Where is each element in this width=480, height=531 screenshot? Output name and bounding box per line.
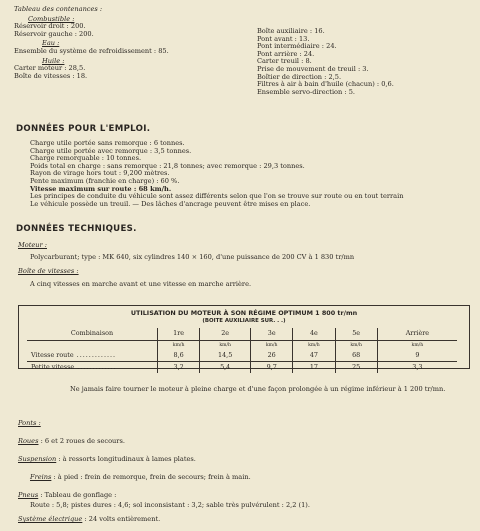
fuel-heading: Combustible : bbox=[28, 14, 75, 23]
gearbox-text: A cinq vitesses en marche avant et une vitesse en marche arrière. bbox=[30, 280, 252, 288]
table-unit-blank bbox=[27, 341, 158, 351]
tyres-text: : Tableau de gonflage : bbox=[40, 491, 117, 499]
fuel-line: Réservoir droit : 200. bbox=[14, 22, 86, 31]
table-cell: 8,6 bbox=[158, 350, 200, 362]
capacities-title: Tableau des contenances : bbox=[14, 5, 103, 13]
usage-line: Poids total en charge : sans remorque : 21,8 tonnes; avec remorque : 29,3 tonnes. bbox=[30, 161, 305, 170]
usage-grid bbox=[27, 328, 457, 373]
table-unit: km/h bbox=[158, 341, 200, 351]
table-cell: 9 bbox=[377, 350, 457, 362]
usage-line: Les principes de conduite du véhicule sont assez différents selon que l'on se trouve sur route ou en tout terrain bbox=[30, 192, 404, 201]
oil-line: Carter moteur : 28,5. bbox=[14, 64, 86, 73]
usage-lines bbox=[30, 140, 470, 208]
engine-note: Ne jamais faire tourner le moteur à pleine charge et d'une façon prolongée à un régime inférieur à 1 200 tr/mn. bbox=[70, 385, 446, 393]
table-cell: 26 bbox=[251, 350, 293, 362]
capacity-line: Boîtier de direction : 2,5. bbox=[256, 72, 342, 81]
table-col-header: 2e bbox=[200, 328, 251, 341]
table-unit: km/h bbox=[200, 341, 251, 351]
suspension-label: Suspension bbox=[18, 455, 57, 463]
table-unit: km/h bbox=[251, 341, 293, 351]
usage-heading: DONNÉES POUR L'EMPLOI. bbox=[16, 124, 151, 134]
usage-line: Charge remorquable : 10 tonnes. bbox=[30, 154, 142, 163]
engine-usage-table bbox=[18, 305, 470, 369]
table-unit: km/h bbox=[293, 341, 335, 351]
tyres-label: Pneus bbox=[18, 491, 39, 499]
capacity-line: Pont avant : 13. bbox=[256, 34, 310, 43]
brakes-line bbox=[30, 474, 470, 482]
table-cell: 17 bbox=[293, 362, 335, 374]
table-row-label: Petite vitesse ............. bbox=[31, 362, 117, 371]
wheels-label: Roues bbox=[18, 437, 39, 445]
table-col-header: 3e bbox=[251, 328, 293, 341]
brakes-label: Freins bbox=[30, 473, 52, 481]
table-cell: 3,2 bbox=[158, 362, 200, 374]
table-col-header: 4e bbox=[293, 328, 335, 341]
table-cell: 47 bbox=[293, 350, 335, 362]
table-cell: 9,7 bbox=[251, 362, 293, 374]
engine-text: Polycarburant; type : MK 640, six cylindres 140 × 160, d'une puissance de 200 CV à 1 830 tr/mn bbox=[30, 253, 355, 261]
capacity-line: Filtres à air à bain d'huile (chacun) : 0,6. bbox=[256, 80, 394, 89]
gearbox-label: Boîte de vitesses : bbox=[18, 267, 79, 275]
water-heading: Eau : bbox=[42, 39, 60, 48]
water-line: Ensemble du système de refroidissement : 85. bbox=[14, 46, 169, 55]
capacities-left bbox=[14, 6, 253, 96]
electric-text: : 24 volts entièrement. bbox=[84, 515, 161, 523]
table-unit: km/h bbox=[377, 341, 457, 351]
table-col-header: Arrière bbox=[377, 328, 457, 341]
capacity-line: Pont intermédiaire : 24. bbox=[256, 42, 337, 51]
table-cell: 25 bbox=[335, 362, 377, 374]
oil-line: Boîte de vitesses : 18. bbox=[14, 71, 88, 80]
table-col-header: 1re bbox=[158, 328, 200, 341]
axles-label: Ponts : bbox=[18, 419, 41, 427]
tyres-detail: Route : 5,8; pistes dures : 4,6; sol inconsistant : 3,2; sable très pulvérulent : 2,2 (1). bbox=[30, 501, 310, 509]
capacity-line: Boîte auxiliaire : 16. bbox=[256, 27, 325, 35]
table-cell: 3,3 bbox=[377, 362, 457, 374]
capacity-line: Carter treuil : 8. bbox=[256, 57, 312, 66]
table-subtitle: (BOITE AUXILIAIRE SUR. . .) bbox=[202, 318, 286, 324]
capacities-right bbox=[253, 6, 466, 96]
capacity-line: Pont arrière : 24. bbox=[256, 49, 315, 58]
engine-label: Moteur : bbox=[18, 241, 47, 249]
technical-heading: DONNÉES TECHNIQUES. bbox=[16, 224, 137, 234]
fuel-line: Réservoir gauche : 200. bbox=[14, 29, 94, 38]
capacities-section bbox=[14, 6, 466, 96]
table-unit-row bbox=[27, 341, 457, 351]
table-row bbox=[27, 362, 457, 374]
usage-line: Vitesse maximum sur route : 68 km/h. bbox=[30, 184, 172, 193]
usage-line: Charge utile portée sans remorque : 6 tonnes. bbox=[30, 139, 185, 147]
table-cell: 68 bbox=[335, 350, 377, 362]
table-title: UTILISATION DU MOTEUR À SON RÉGIME OPTIMUM 1 800 tr/mn bbox=[130, 309, 358, 317]
brakes-text: : à pied : frein de remorque, frein de secours; frein à main. bbox=[53, 473, 251, 481]
usage-line: Rayon de virage hors tout : 9,200 mètres. bbox=[30, 169, 170, 178]
usage-line: Charge utile portée avec remorque : 3,5 tonnes. bbox=[30, 146, 192, 155]
table-header-row bbox=[27, 328, 457, 341]
table-cell: 5,4 bbox=[200, 362, 251, 374]
electric-label: Système électrique bbox=[18, 515, 83, 523]
suspension-line bbox=[18, 456, 458, 464]
table-unit: km/h bbox=[335, 341, 377, 351]
capacity-line: Prise de mouvement de treuil : 3. bbox=[256, 64, 369, 73]
capacity-line: Ensemble servo-direction : 5. bbox=[256, 87, 355, 96]
tyres-line bbox=[18, 492, 458, 500]
usage-line: Pente maximum (franchie en charge) : 60 %. bbox=[30, 176, 180, 185]
table-col-label: Combinaison bbox=[27, 328, 158, 341]
suspension-text: : à ressorts longitudinaux à lames plates. bbox=[58, 455, 196, 463]
table-row bbox=[27, 350, 457, 362]
table-row-label: Vitesse route ............. bbox=[27, 350, 158, 362]
oil-heading: Huile : bbox=[42, 56, 65, 65]
usage-line: Le véhicule possède un treuil. — Des lâches d'ancrage peuvent être mises en place. bbox=[30, 199, 311, 208]
table-cell: 14,5 bbox=[200, 350, 251, 362]
electric-line bbox=[18, 516, 458, 524]
wheels-text: : 6 et 2 roues de secours. bbox=[40, 437, 125, 445]
table-col-header: 5e bbox=[335, 328, 377, 341]
wheels-line bbox=[18, 438, 458, 446]
